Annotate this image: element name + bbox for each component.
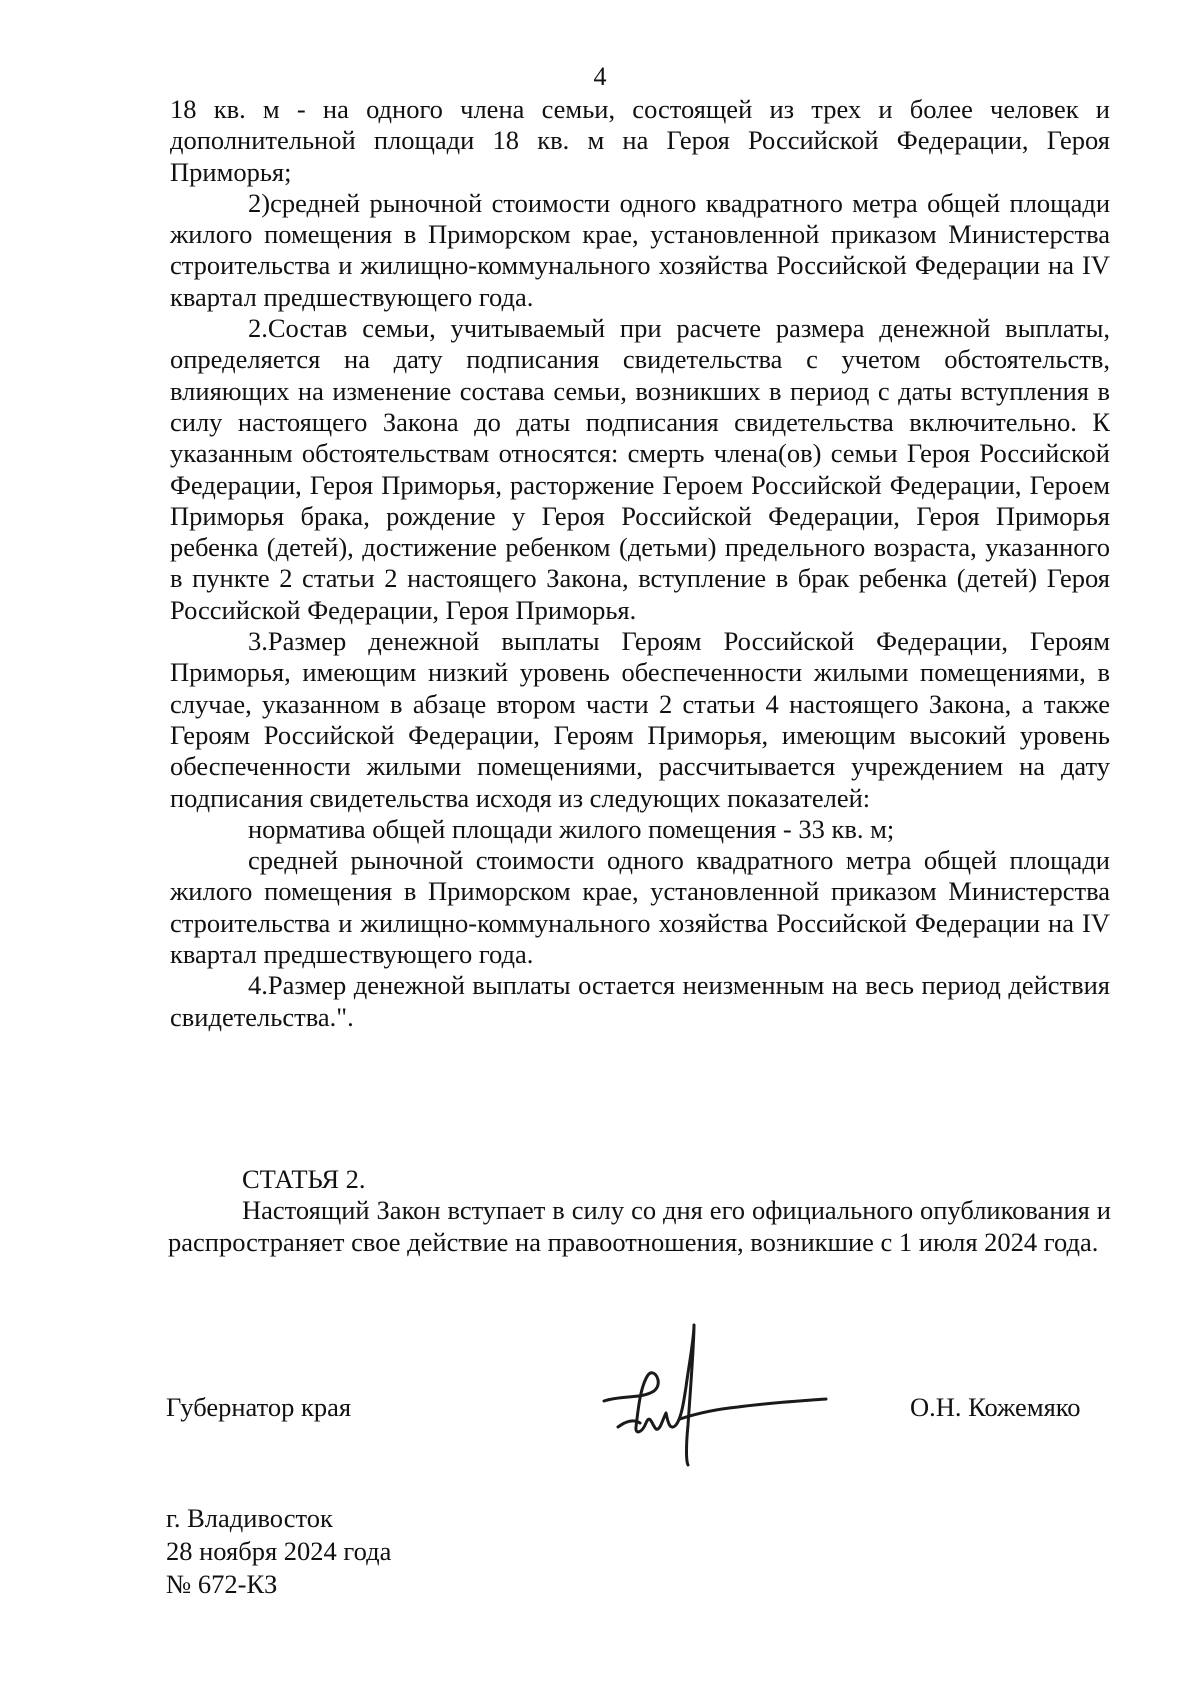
paragraph-item-2-market-cost: 2)средней рыночной стоимости одного квадратного метра общей площади жилого помещения в Приморском крае, установленной приказом Министерства строительства и жилищно-коммунального хозяйства Российской Федерации на IV квартал предшествующего года. xyxy=(170,187,1110,312)
governor-name: О.Н. Кожемяко xyxy=(910,1392,1081,1422)
footer-date: 28 ноября 2024 года xyxy=(166,1536,392,1566)
footer-city: г. Владивосток xyxy=(166,1503,333,1533)
document-footer xyxy=(166,1502,391,1601)
paragraph-4-unchanged: 4.Размер денежной выплаты остается неизменным на весь период действия свидетельства.". xyxy=(170,970,1110,1032)
governor-title: Губернатор края xyxy=(166,1392,352,1422)
page-number: 4 xyxy=(593,62,607,91)
paragraph-area-norm: норматива общей площади жилого помещения - 33 кв. м; xyxy=(248,813,895,844)
handwritten-signature xyxy=(598,1315,838,1475)
paragraph-2-family-composition: 2.Состав семьи, учитываемый при расчете размера денежной выплаты, определяется на дату подписания свидетельства с учетом обстоятельств, влияющих на изменение состава семьи, возникших в период с даты вступления в силу настоящего Закона до даты подписания свидетельства включительно. К указанным обстоятельствам относятся: смерть члена(ов) семьи Героя Российской Федерации, Героя Приморья, расторжение Героем Российской Федерации, Героем Приморья брака, рождение у Героя Российской Федерации, Героя Приморья ребенка (детей), достижение ребенком (детьми) предельного возраста, указанного в пункте 2 статьи 2 настоящего Закона, вступление в брак ребенка (детей) Героя Российской Федерации, Героя Приморья. xyxy=(170,313,1110,625)
paragraph-3-payment-size: 3.Размер денежной выплаты Героям Российской Федерации, Героям Приморья, имеющим низкий уровень обеспеченности жилыми помещениями, в случае, указанном в абзаце втором части 2 статьи 4 настоящего Закона, а также Героям Российской Федерации, Героям Приморья, имеющим высокий уровень обеспеченности жилыми помещениями, рассчитывается учреждением на дату подписания свидетельства исходя из следующих показателей: xyxy=(170,626,1110,813)
paragraph-continuation: 18 кв. м - на одного члена семьи, состоящей из трех и более человек и дополнительной площади 18 кв. м на Героя Российской Федерации, Героя Приморья; xyxy=(170,94,1110,187)
article-2 xyxy=(168,1164,1111,1258)
law-body-text xyxy=(170,94,1110,1033)
signature-stroke-loop xyxy=(604,1325,694,1465)
footer-number: № 672-КЗ xyxy=(166,1569,278,1599)
signature-stroke-tail xyxy=(680,1399,826,1419)
article-2-text: Настоящий Закон вступает в силу со дня его официального опубликования и распространяет свое действие на правоотношения, возникшие с 1 июля 2024 года. xyxy=(168,1195,1111,1257)
paragraph-market-cost: средней рыночной стоимости одного квадратного метра общей площади жилого помещения в Приморском крае, установленной приказом Министерства строительства и жилищно-коммунального хозяйства Российской Федерации на IV квартал предшествующего года. xyxy=(170,845,1110,970)
article-2-heading: СТАТЬЯ 2. xyxy=(242,1164,366,1194)
